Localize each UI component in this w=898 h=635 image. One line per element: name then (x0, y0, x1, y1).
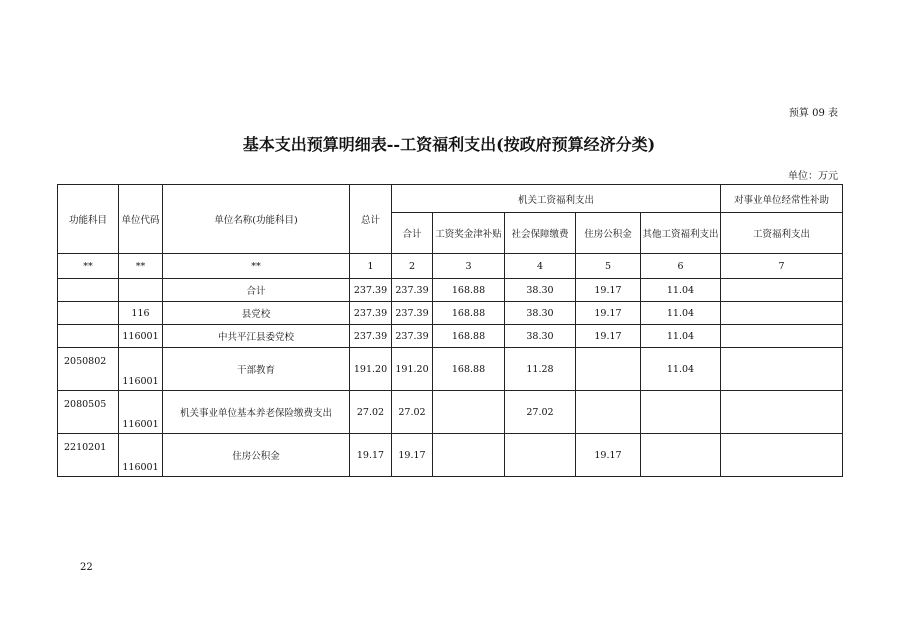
table-cell: 干部教育 (163, 348, 350, 391)
subheader-cell: 合计 (392, 213, 433, 254)
header-name: 单位名称(功能科目) (163, 185, 350, 254)
table-cell (505, 434, 576, 477)
index-cell: 1 (350, 254, 392, 279)
table-cell (58, 279, 119, 302)
table-cell: 27.02 (505, 391, 576, 434)
table-cell (721, 391, 843, 434)
table-row (58, 434, 843, 477)
table-cell: 27.02 (350, 391, 392, 434)
table-cell: 237.39 (392, 279, 433, 302)
table-cell (721, 348, 843, 391)
table-cell: 19.17 (576, 302, 641, 325)
table-cell (58, 325, 119, 348)
table-row (58, 302, 843, 325)
index-cell: ** (119, 254, 163, 279)
table-cell: 19.17 (576, 434, 641, 477)
unit-label: 单位：万元 (788, 171, 838, 182)
header-group-org: 机关工资福利支出 (392, 185, 721, 213)
table-cell: 116001 (119, 325, 163, 348)
table-cell (641, 434, 721, 477)
table-cell (119, 279, 163, 302)
index-cell: ** (58, 254, 119, 279)
table-cell: 168.88 (433, 279, 505, 302)
table-cell: 116001 (119, 348, 163, 391)
subheader-cell: 工资奖金津补贴 (433, 213, 505, 254)
index-cell: 2 (392, 254, 433, 279)
index-row (58, 254, 843, 279)
form-number: 预算 09 表 (788, 108, 838, 119)
table-cell: 住房公积金 (163, 434, 350, 477)
index-cell: 5 (576, 254, 641, 279)
table-cell: 168.88 (433, 302, 505, 325)
table-cell: 237.39 (350, 302, 392, 325)
table-cell: 27.02 (392, 391, 433, 434)
table-cell: 2080505 (58, 391, 119, 434)
table-cell: 2210201 (58, 434, 119, 477)
table-row (58, 325, 843, 348)
table-cell: 19.17 (576, 325, 641, 348)
table-cell: 237.39 (350, 325, 392, 348)
table-cell (433, 434, 505, 477)
header-code: 单位代码 (119, 185, 163, 254)
index-cell: 3 (433, 254, 505, 279)
table-cell: 19.17 (576, 279, 641, 302)
table-cell: 38.30 (505, 325, 576, 348)
table-cell (641, 391, 721, 434)
table-cell: 县党校 (163, 302, 350, 325)
table-row (58, 391, 843, 434)
table-cell (721, 302, 843, 325)
table-cell: 116001 (119, 391, 163, 434)
table-cell (721, 434, 843, 477)
table-cell: 38.30 (505, 279, 576, 302)
table-cell: 19.17 (392, 434, 433, 477)
table-cell: 合计 (163, 279, 350, 302)
table-cell: 11.04 (641, 279, 721, 302)
table-cell: 116 (119, 302, 163, 325)
table-cell (576, 348, 641, 391)
page-title: 基本支出预算明细表--工资福利支出(按政府预算经济分类) (242, 135, 656, 154)
table-cell (576, 391, 641, 434)
table-cell (721, 325, 843, 348)
table-cell: 11.04 (641, 302, 721, 325)
table-cell: 2050802 (58, 348, 119, 391)
header-group-sub: 对事业单位经常性补助 (721, 185, 843, 213)
table-row (58, 348, 843, 391)
index-cell: 6 (641, 254, 721, 279)
budget-table (57, 184, 843, 477)
table-cell: 237.39 (350, 279, 392, 302)
subheader-cell: 工资福利支出 (721, 213, 843, 254)
header-total: 总计 (350, 185, 392, 254)
table-cell (58, 302, 119, 325)
subheader-cell: 社会保障缴费 (505, 213, 576, 254)
table-cell: 191.20 (350, 348, 392, 391)
index-cell: 4 (505, 254, 576, 279)
table-cell: 168.88 (433, 348, 505, 391)
table-cell: 机关事业单位基本养老保险缴费支出 (163, 391, 350, 434)
table-cell: 中共平江县委党校 (163, 325, 350, 348)
header-func: 功能科目 (58, 185, 119, 254)
table-cell: 11.04 (641, 348, 721, 391)
table-cell (433, 391, 505, 434)
table-row (58, 279, 843, 302)
table-cell: 168.88 (433, 325, 505, 348)
table-cell: 11.04 (641, 325, 721, 348)
table-cell (721, 279, 843, 302)
subheader-cell: 其他工资福利支出 (641, 213, 721, 254)
table-cell: 237.39 (392, 325, 433, 348)
page-number: 22 (80, 562, 93, 573)
table-cell: 19.17 (350, 434, 392, 477)
table-cell: 191.20 (392, 348, 433, 391)
table-cell: 11.28 (505, 348, 576, 391)
subheader-cell: 住房公积金 (576, 213, 641, 254)
table-cell: 237.39 (392, 302, 433, 325)
index-cell: 7 (721, 254, 843, 279)
table-cell: 38.30 (505, 302, 576, 325)
table-cell: 116001 (119, 434, 163, 477)
index-cell: ** (163, 254, 350, 279)
